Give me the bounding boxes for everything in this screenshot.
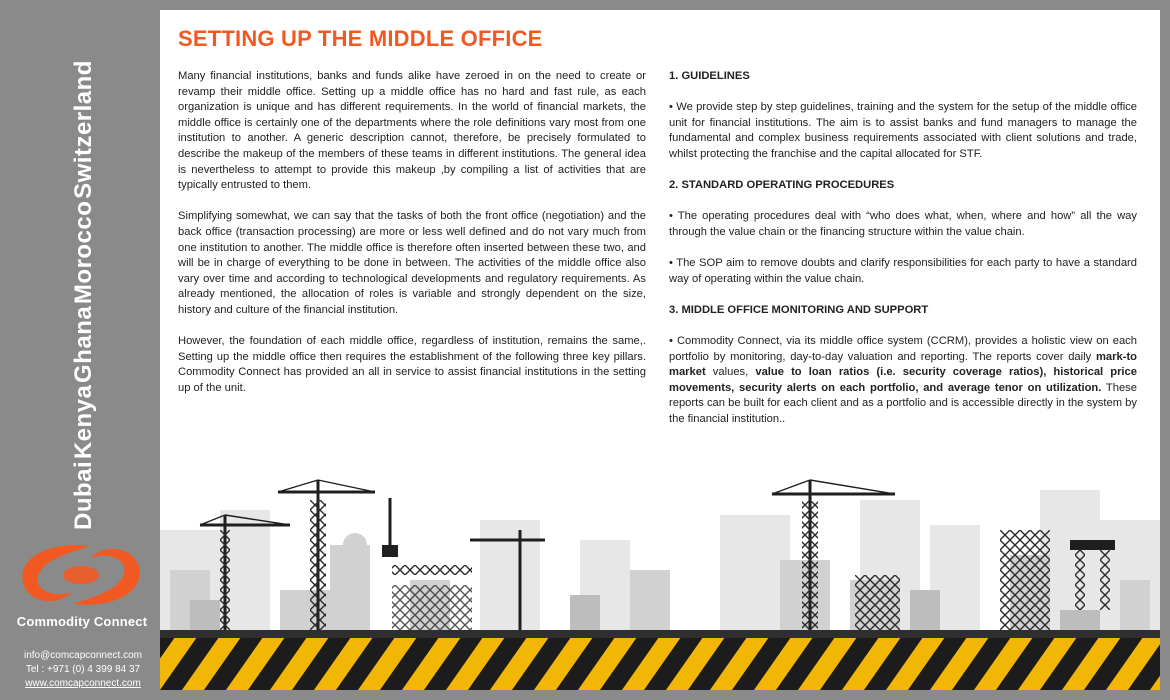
right-column xyxy=(669,69,1137,443)
construction-skyline-illustration xyxy=(160,470,1160,690)
right-border xyxy=(1160,0,1170,700)
section-heading-guidelines: 1. GUIDELINES xyxy=(669,70,750,82)
intro-paragraph-2: Simplifying somewhat, we can say that the tasks of both the front office (negotiation) and the back office (transaction processing) are more or less well defined and do not vary much from one institution to another. The middle office is therefore often inserted between these two, and will be in charge of everything to be done in between. The activities of the middle office also vary over time and according to technological developments and regulatory requirements. As already mentioned, the allocation of roles is variable and strongly dependent on the size, history and culture of the financial institution. xyxy=(178,210,646,316)
monitoring-text-1: • Commodity Connect, via its middle office system (CCRM), provides a holistic view on each portfolio by monitoring, day-to-day valuation and reporting. The reports cover daily xyxy=(669,335,1137,363)
intro-paragraph-3: However, the foundation of each middle office, regardless of institution, remains the same,. Setting up the middle office then requires the establishment of the following three key pillars. Commodity Connect has provided an all in service to assist financial institutions in the setting up of the unit. xyxy=(178,335,646,394)
page-title: SETTING UP THE MIDDLE OFFICE xyxy=(178,26,543,51)
section-heading-monitoring: 3. MIDDLE OFFICE MONITORING AND SUPPORT xyxy=(669,303,929,316)
bottom-border xyxy=(160,690,1170,700)
sop-bullet-2: • The SOP aim to remove doubts and clarify responsibilities for each party to have a standard way of operating within the value chain. xyxy=(669,257,1137,285)
monitoring-bold-2: value to loan ratios (i.e. security coverage ratios), historical price movements, security alerts on each portfolio, and average tenor on utilization. xyxy=(669,366,1137,394)
sop-bullet-1: • The operating procedures deal with “who does what, when, where and how” all the way through the value chain or the financing structure within the value chain. xyxy=(669,210,1137,238)
country-kenya: Kenya xyxy=(70,384,97,460)
country-switzerland: Switzerland xyxy=(70,60,97,199)
monitoring-bullet xyxy=(669,334,1137,428)
country-morocco: Morocco xyxy=(70,200,97,305)
intro-paragraph-1: Many financial institutions, banks and funds alike have zeroed in on the need to create or revamp their middle office. Setting up a middle office has no hard and fast rule, as each organization is unique and has different requirements. In the world of financial markets, the middle office is certainly one of the departments where the role definitions vary most from one institution to another. A generic description cannot, therefore, be precisely formulated to describe the makeup of the members of these teams in different institutions. The general idea is nevertheless to attempt to provide this makeup ,by compiling a list of activities that are typically entrusted to them. xyxy=(178,70,646,192)
monitoring-text-2: values, xyxy=(705,366,756,379)
country-list xyxy=(62,60,106,530)
country-ghana: Ghana xyxy=(70,305,97,383)
brand-name: Commodity Connect xyxy=(16,614,148,629)
sidebar xyxy=(0,0,160,700)
guidelines-bullet: • We provide step by step guidelines, training and the system for the setup of the middle office unit for financial institutions. The aim is to assist banks and fund managers to manage the fundamental and complex business requirements associated with client solutions and trade, whilst protecting the franchise and the capital allocated for STF. xyxy=(669,101,1137,160)
left-column xyxy=(178,69,646,412)
monitoring-bold-1: mark-to market xyxy=(669,350,1137,379)
section-heading-sop: 2. STANDARD OPERATING PROCEDURES xyxy=(669,179,895,192)
monitoring-text-3: These reports can be built for each client and as a portfolio and is accessible directly in the system by the financial institution.. xyxy=(669,381,1137,426)
contact-info xyxy=(0,649,166,691)
contact-phone: Tel : +971 (0) 4 399 84 37 xyxy=(25,664,141,675)
country-dubai: Dubai xyxy=(70,460,97,530)
contact-website-link[interactable]: www.comcapconnect.com xyxy=(25,678,141,689)
commodity-connect-logo xyxy=(14,536,148,614)
top-border xyxy=(160,0,1170,10)
contact-email[interactable]: info@comcapconnect.com xyxy=(24,650,142,661)
